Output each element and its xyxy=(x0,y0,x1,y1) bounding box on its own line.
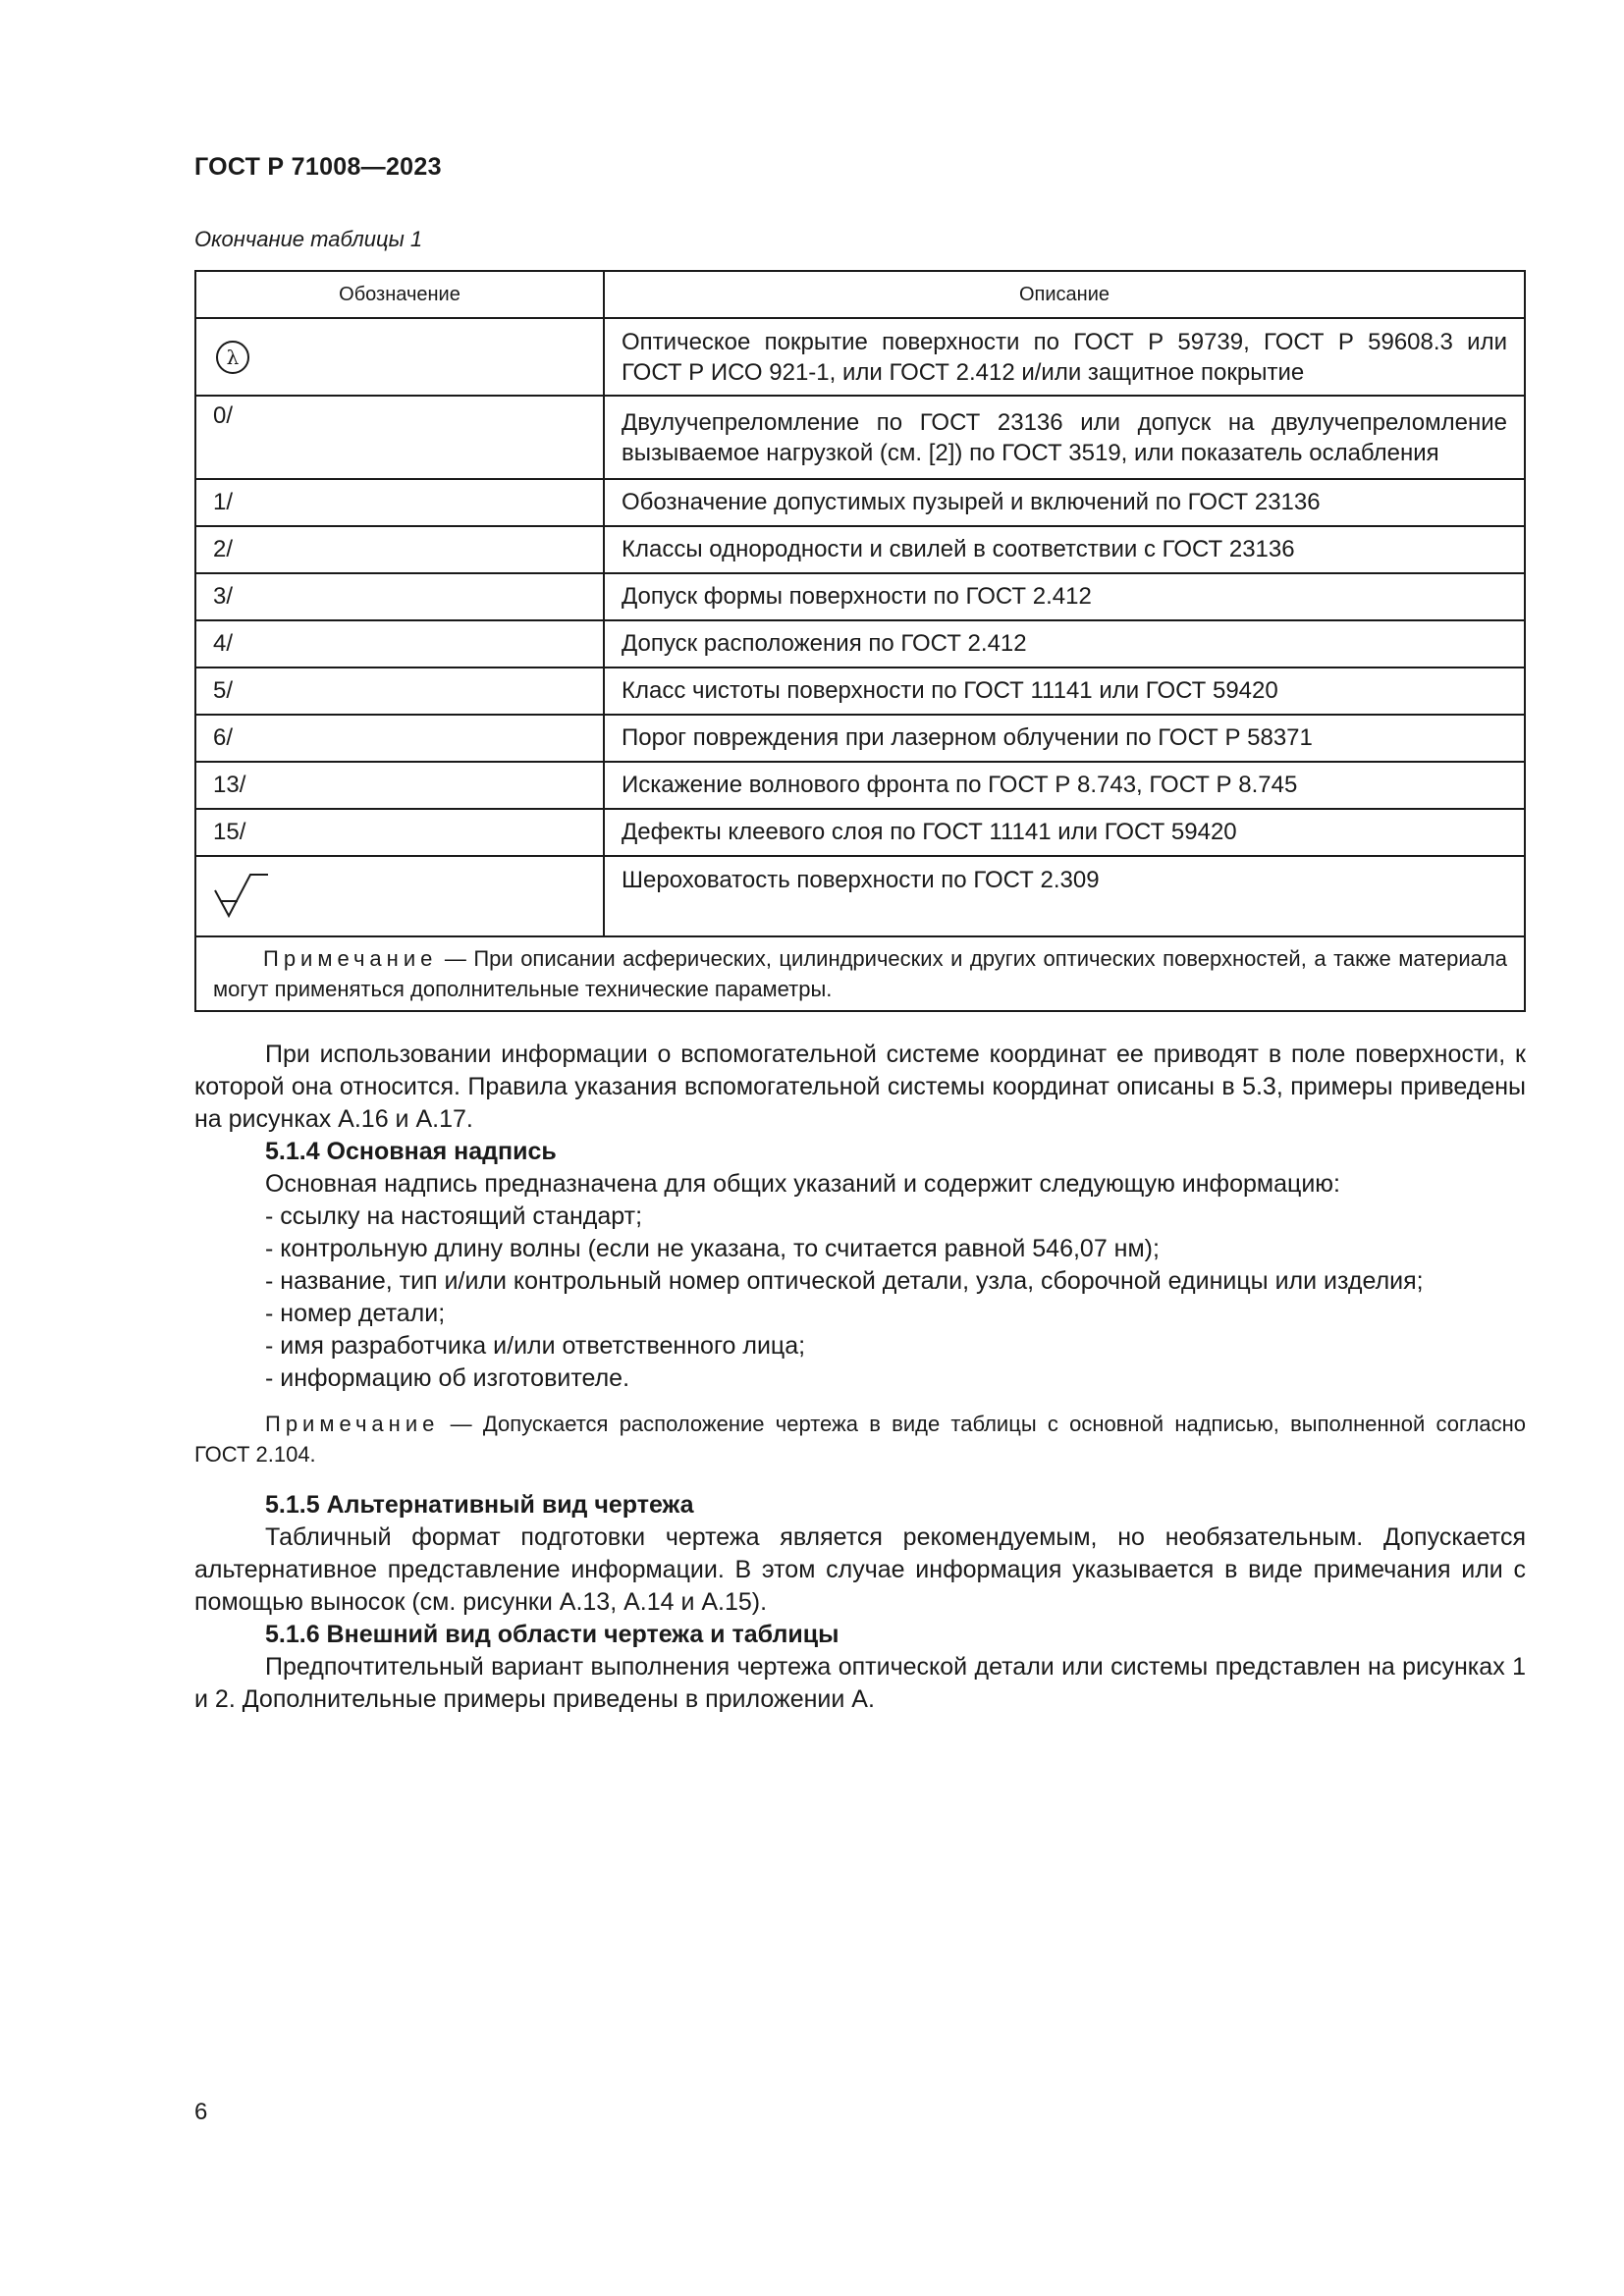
symbol-cell: 4/ xyxy=(195,620,604,667)
description-line: Двулучепреломление по ГОСТ 23136 или допуск на двулучепреломление xyxy=(622,408,1507,436)
description-cell: Порог повреждения при лазерном облучении по ГОСТ Р 58371 xyxy=(604,715,1525,762)
description-line: вызываемое нагрузкой (см. [2]) по ГОСТ 3519, или показатель ослабления xyxy=(622,439,1439,466)
description-cell xyxy=(604,396,1525,479)
description-cell: Класс чистоты поверхности по ГОСТ 11141 или ГОСТ 59420 xyxy=(604,667,1525,715)
svg-text:λ: λ xyxy=(226,345,240,369)
table-row xyxy=(195,667,1525,715)
table-row xyxy=(195,526,1525,573)
description-cell: Допуск расположения по ГОСТ 2.412 xyxy=(604,620,1525,667)
paragraph: Предпочтительный вариант выполнения чертежа оптической детали или системы представлен на рисунках 1 и 2. Дополнительные примеры приведены в приложении А. xyxy=(194,1653,1526,1713)
note-text: — При описании асферических, цилиндрических и других оптических поверхностей, а также материала могут применяться дополнительные технические параметры. xyxy=(213,946,1507,1001)
description-cell: Обозначение допустимых пузырей и включений по ГОСТ 23136 xyxy=(604,479,1525,526)
list-item: - название, тип и/или контрольный номер оптической детали, узла, сборочной единицы или изделия; xyxy=(265,1267,1424,1295)
description-cell xyxy=(604,318,1525,396)
list-item: - номер детали; xyxy=(265,1300,446,1327)
symbol-cell: 1/ xyxy=(195,479,604,526)
page-number: 6 xyxy=(194,2099,208,2125)
body-text xyxy=(194,1039,1526,1716)
list-item: - ссылку на настоящий стандарт; xyxy=(265,1202,643,1230)
description-cell: Шероховатость поверхности по ГОСТ 2.309 xyxy=(604,856,1525,936)
column-header-symbol: Обозначение xyxy=(195,271,604,318)
paragraph: При использовании информации о вспомогательной системе координат ее приводят в поле поверхности, к которой она относится. Правила указания вспомогательной системы координат описаны в 5.3, примеры приведены на рисунках А.16 и А.17. xyxy=(194,1041,1526,1133)
description-line: Оптическое покрытие поверхности по ГОСТ Р 59739, ГОСТ Р 59608.3 или xyxy=(622,328,1507,355)
symbol-cell: 6/ xyxy=(195,715,604,762)
table-row xyxy=(195,715,1525,762)
list-item: - информацию об изготовителе. xyxy=(265,1364,630,1392)
list-item: - имя разработчика и/или ответственного лица; xyxy=(265,1332,806,1360)
section-heading-5-1-5: 5.1.5 Альтернативный вид чертежа xyxy=(265,1491,694,1519)
symbol-cell xyxy=(195,318,604,396)
column-header-description: Описание xyxy=(604,271,1525,318)
note-text: — Допускается расположение чертежа в виде таблицы с основной надписью, выполненной согласно ГОСТ 2.104. xyxy=(194,1412,1526,1467)
table-note-row xyxy=(195,936,1525,1011)
paragraph: Основная надпись предназначена для общих указаний и содержит следующую информацию: xyxy=(265,1170,1341,1198)
symbol-cell: 0/ xyxy=(195,396,604,479)
surface-roughness-icon xyxy=(213,869,272,924)
note-label: Примечание xyxy=(263,946,438,971)
table-header-row xyxy=(195,271,1525,318)
section-heading-5-1-6: 5.1.6 Внешний вид области чертежа и таблицы xyxy=(265,1621,839,1648)
list-item: - контрольную длину волны (если не указана, то считается равной 546,07 нм); xyxy=(265,1235,1160,1262)
symbol-cell xyxy=(195,856,604,936)
table-row xyxy=(195,809,1525,856)
section-heading-5-1-4: 5.1.4 Основная надпись xyxy=(265,1138,557,1165)
note-label: Примечание xyxy=(265,1412,440,1436)
description-cell: Классы однородности и свилей в соответствии с ГОСТ 23136 xyxy=(604,526,1525,573)
symbol-cell: 15/ xyxy=(195,809,604,856)
description-cell: Допуск формы поверхности по ГОСТ 2.412 xyxy=(604,573,1525,620)
table-caption: Окончание таблицы 1 xyxy=(194,227,423,251)
table-row xyxy=(195,396,1525,479)
note xyxy=(194,1409,1526,1469)
table-row xyxy=(195,573,1525,620)
document-id: ГОСТ Р 71008—2023 xyxy=(194,153,442,181)
table-row xyxy=(195,856,1525,936)
lambda-circle-icon xyxy=(213,338,252,377)
table-row xyxy=(195,318,1525,396)
table-row xyxy=(195,620,1525,667)
description-cell: Дефекты клеевого слоя по ГОСТ 11141 или ГОСТ 59420 xyxy=(604,809,1525,856)
description-line: ГОСТ Р ИСО 921-1, или ГОСТ 2.412 и/или защитное покрытие xyxy=(622,358,1305,386)
symbols-table xyxy=(194,270,1526,1012)
table-row xyxy=(195,762,1525,809)
symbol-cell: 3/ xyxy=(195,573,604,620)
paragraph: Табличный формат подготовки чертежа является рекомендуемым, но необязательным. Допускается альтернативное представление информации. В этом случае информация указывается в виде примечания или с помощью выносок (см. рисунки А.13, А.14 и А.15). xyxy=(194,1523,1526,1616)
description-cell: Искажение волнового фронта по ГОСТ Р 8.743, ГОСТ Р 8.745 xyxy=(604,762,1525,809)
symbol-cell: 2/ xyxy=(195,526,604,573)
table-note xyxy=(195,936,1525,1011)
symbol-cell: 13/ xyxy=(195,762,604,809)
symbol-cell: 5/ xyxy=(195,667,604,715)
table-row xyxy=(195,479,1525,526)
